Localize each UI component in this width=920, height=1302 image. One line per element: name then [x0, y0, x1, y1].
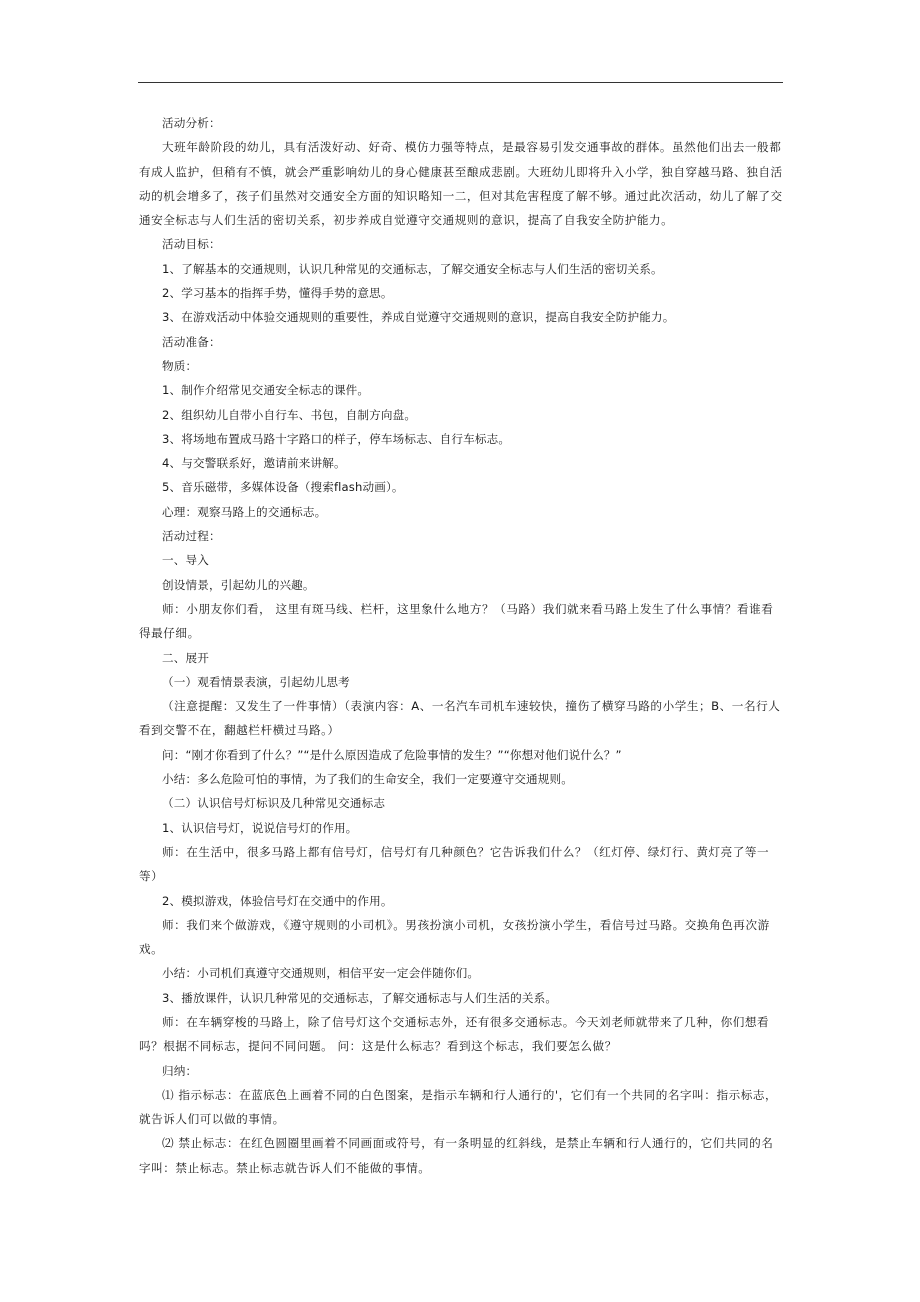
paragraph: 1、认识信号灯，说说信号灯的作用。 — [162, 820, 358, 835]
paragraph: 创设情景，引起幼儿的兴趣。 — [162, 577, 315, 592]
paragraph: 小结：小司机们真遵守交通规则，相信平安一定会伴随你们。 — [162, 966, 480, 981]
paragraph: 物质： — [162, 358, 198, 373]
paragraph: 4、与交警联系好，邀请前来讲解。 — [162, 456, 346, 471]
paragraph: 活动目标： — [162, 237, 221, 252]
paragraph: ⑴ 指示标志：在蓝底色上画着不同的白色图案，是指示车辆和行人通行的'，它们有一个共同的名字叫：指示标志，就告诉人们可以做的事情。 — [139, 1087, 778, 1127]
paragraph: （二）认识信号灯标识及几种常见交通标志 — [162, 796, 386, 811]
paragraph: 一、导入 — [162, 553, 209, 568]
paragraph: 活动准备： — [162, 334, 221, 349]
paragraph: （注意提醒：又发生了一件事情）（表演内容：A、一名汽车司机车速较快，撞伤了横穿马路的小学生；B、一名行人看到交警不在，翻越栏杆横过马路。） — [139, 699, 781, 738]
paragraph: 归纳： — [162, 1063, 198, 1078]
paragraph: 2、学习基本的指挥手势，懂得手势的意思。 — [162, 286, 393, 301]
paragraph: 1、制作介绍常见交通安全标志的课件。 — [162, 383, 370, 398]
paragraph: 3、播放课件，认识几种常见的交通标志，了解交通标志与人们生活的关系。 — [162, 990, 558, 1005]
paragraph: 大班年龄阶段的幼儿，具有活泼好动、好奇、模仿力强等特点，是最容易引发交通事故的群体。虽然他们出去一般都有成人监护，但稍有不慎，就会严重影响幼儿的身心健康甚至酿成悲剧。大班幼儿即将升入小学，独自穿越马路、独自活动的机会增多了，孩子们虽然对交通安全方面的知识略知一二，但对其危害程度了解不够。通过此次活动，幼儿了解了交通安全标志与人们生活的密切关系，初步养成自觉遵守交通规则的意识，提高了自我安全防护能力。 — [139, 140, 783, 228]
paragraph: 5、音乐磁带，多媒体设备（搜索flash动画）。 — [162, 480, 404, 495]
paragraph: 活动分析： — [162, 116, 221, 130]
paragraph: 师：在车辆穿梭的马路上，除了信号灯这个交通标志外，还有很多交通标志。今天刘老师就带来了几种，你们想看吗？根据不同标志，提问不同问题。 问：这是什么标志？看到这个标志，我们要怎么做？ — [139, 1014, 770, 1054]
paragraph: 3、将场地布置成马路十字路口的样子，停车场标志、自行车标志。 — [162, 431, 511, 446]
paragraph: 师：在生活中，很多马路上都有信号灯，信号灯有几种颜色？它告诉我们什么？（红灯停、绿灯行、黄灯亮了等一等） — [139, 844, 770, 884]
paragraph: 小结：多么危险可怕的事情，为了我们的生命安全，我们一定要遵守交通规则。 — [162, 772, 574, 787]
paragraph: 师：我们来个做游戏，《遵守规则的小司机》。男孩扮演小司机，女孩扮演小学生，看信号过马路。交换角色再次游戏。 — [139, 917, 770, 957]
paragraph: 活动过程： — [162, 529, 221, 544]
paragraph: 师：小朋友你们看， 这里有斑马线、栏杆，这里象什么地方？（马路）我们就来看马路上发生了什么事情？看谁看得最仔细。 — [139, 601, 774, 641]
paragraph: 2、模拟游戏，体验信号灯在交通中的作用。 — [162, 893, 393, 908]
document-body — [139, 111, 784, 1180]
paragraph: 心理：观察马路上的交通标志。 — [162, 504, 327, 519]
paragraph: （一）观看情景表演，引起幼儿思考 — [162, 674, 350, 689]
paragraph: ⑵ 禁止标志：在红色圆圈里画着不同画面或符号，有一条明显的红斜线，是禁止车辆和行人通行的，它们共同的名字叫：禁止标志。禁止标志就告诉人们不能做的事情。 — [139, 1136, 774, 1175]
header-rule — [138, 82, 783, 83]
paragraph: 3、在游戏活动中体验交通规则的重要性，养成自觉遵守交通规则的意识，提高自我安全防护能力。 — [162, 310, 675, 325]
paragraph: 问：“刚才你看到了什么？”“是什么原因造成了危险事情的发生？”“你想对他们说什么？” — [162, 747, 622, 762]
paragraph: 2、组织幼儿自带小自行车、书包，自制方向盘。 — [162, 407, 417, 422]
paragraph: 二、展开 — [162, 650, 209, 665]
paragraph: 1、了解基本的交通规则，认识几种常见的交通标志，了解交通安全标志与人们生活的密切关系。 — [162, 261, 663, 276]
